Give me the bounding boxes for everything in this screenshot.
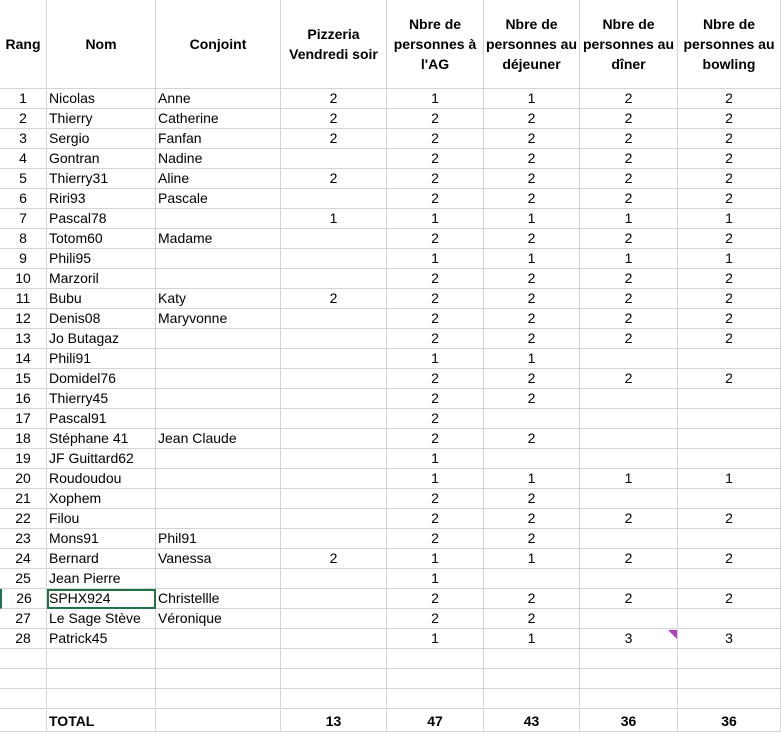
cell-pizzeria[interactable] — [281, 429, 387, 449]
empty-cell[interactable] — [580, 649, 678, 669]
cell-rang[interactable]: 21 — [0, 489, 47, 509]
cell-diner[interactable] — [580, 409, 678, 429]
cell-nom[interactable]: Gontran — [47, 149, 156, 169]
cell-ag[interactable]: 2 — [387, 589, 484, 609]
cell-nom[interactable]: Phili95 — [47, 249, 156, 269]
cell-dejeuner[interactable]: 2 — [484, 369, 580, 389]
empty-cell[interactable] — [678, 649, 781, 669]
cell-ag[interactable]: 2 — [387, 509, 484, 529]
cell-rang[interactable]: 25 — [0, 569, 47, 589]
cell-nom[interactable]: Stéphane 41 — [47, 429, 156, 449]
cell-diner[interactable]: 2 — [580, 109, 678, 129]
cell-dejeuner[interactable]: 1 — [484, 349, 580, 369]
cell-conjoint[interactable]: Katy — [156, 289, 281, 309]
header-conjoint[interactable]: Conjoint — [156, 0, 281, 89]
cell-rang[interactable]: 15 — [0, 369, 47, 389]
cell-rang[interactable]: 24 — [0, 549, 47, 569]
cell-dejeuner[interactable]: 2 — [484, 509, 580, 529]
cell-bowling[interactable] — [678, 389, 781, 409]
cell-nom[interactable]: Le Sage Stève — [47, 609, 156, 629]
cell-dejeuner[interactable] — [484, 409, 580, 429]
cell-conjoint[interactable] — [156, 329, 281, 349]
cell-dejeuner[interactable]: 2 — [484, 229, 580, 249]
empty-cell[interactable] — [484, 669, 580, 689]
empty-cell[interactable] — [156, 689, 281, 709]
cell-bowling[interactable]: 2 — [678, 329, 781, 349]
cell-dejeuner[interactable]: 2 — [484, 189, 580, 209]
cell-bowling[interactable]: 1 — [678, 469, 781, 489]
cell-diner[interactable] — [580, 449, 678, 469]
cell-dejeuner[interactable]: 2 — [484, 609, 580, 629]
cell-conjoint[interactable] — [156, 269, 281, 289]
cell-dejeuner[interactable]: 1 — [484, 549, 580, 569]
cell-bowling[interactable]: 2 — [678, 89, 781, 109]
cell-conjoint[interactable]: Maryvonne — [156, 309, 281, 329]
cell-bowling[interactable]: 2 — [678, 109, 781, 129]
cell-dejeuner[interactable]: 2 — [484, 529, 580, 549]
empty-cell[interactable] — [47, 649, 156, 669]
empty-cell[interactable] — [387, 669, 484, 689]
cell-ag[interactable]: 2 — [387, 189, 484, 209]
cell-diner[interactable]: 2 — [580, 189, 678, 209]
empty-cell[interactable] — [47, 689, 156, 709]
cell-pizzeria[interactable] — [281, 269, 387, 289]
cell-dejeuner[interactable]: 2 — [484, 389, 580, 409]
cell-conjoint[interactable]: Madame — [156, 229, 281, 249]
cell-conjoint[interactable] — [156, 569, 281, 589]
cell-dejeuner[interactable]: 2 — [484, 269, 580, 289]
cell-diner[interactable] — [580, 609, 678, 629]
empty-cell[interactable] — [580, 669, 678, 689]
cell-rang[interactable]: 26 — [0, 589, 47, 609]
empty-cell[interactable] — [484, 649, 580, 669]
cell-dejeuner[interactable]: 1 — [484, 469, 580, 489]
cell-pizzeria[interactable] — [281, 569, 387, 589]
header-rang[interactable]: Rang — [0, 0, 47, 89]
cell-rang[interactable]: 28 — [0, 629, 47, 649]
cell-conjoint[interactable] — [156, 369, 281, 389]
empty-cell[interactable] — [678, 669, 781, 689]
cell-nom[interactable]: Mons91 — [47, 529, 156, 549]
empty-cell[interactable] — [0, 669, 47, 689]
cell-diner[interactable]: 1 — [580, 209, 678, 229]
cell-nom[interactable]: Domidel76 — [47, 369, 156, 389]
cell-conjoint[interactable]: Nadine — [156, 149, 281, 169]
cell-diner[interactable]: 2 — [580, 309, 678, 329]
cell-conjoint[interactable]: Aline — [156, 169, 281, 189]
cell-bowling[interactable]: 1 — [678, 249, 781, 269]
comment-indicator-icon[interactable] — [668, 630, 677, 639]
cell-ag[interactable]: 2 — [387, 109, 484, 129]
empty-cell[interactable] — [281, 669, 387, 689]
cell-pizzeria[interactable]: 2 — [281, 129, 387, 149]
cell-nom[interactable]: Phili91 — [47, 349, 156, 369]
cell-bowling[interactable] — [678, 429, 781, 449]
header-pizzeria[interactable]: Pizzeria Vendredi soir — [281, 0, 387, 89]
cell-bowling[interactable] — [678, 529, 781, 549]
cell-ag[interactable]: 2 — [387, 129, 484, 149]
cell-bowling[interactable]: 2 — [678, 229, 781, 249]
cell-dejeuner[interactable]: 1 — [484, 629, 580, 649]
cell-diner[interactable]: 2 — [580, 289, 678, 309]
cell-rang[interactable]: 9 — [0, 249, 47, 269]
cell-dejeuner[interactable]: 1 — [484, 209, 580, 229]
cell-pizzeria[interactable] — [281, 229, 387, 249]
cell-ag[interactable]: 1 — [387, 349, 484, 369]
empty-cell[interactable] — [156, 669, 281, 689]
cell-ag[interactable]: 1 — [387, 469, 484, 489]
cell-conjoint[interactable]: Christellle — [156, 589, 281, 609]
cell-diner[interactable] — [580, 569, 678, 589]
cell-rang[interactable]: 17 — [0, 409, 47, 429]
cell-bowling[interactable]: 2 — [678, 589, 781, 609]
cell-pizzeria[interactable] — [281, 609, 387, 629]
cell-bowling[interactable]: 2 — [678, 129, 781, 149]
cell-ag[interactable]: 1 — [387, 449, 484, 469]
header-bowling[interactable]: Nbre de personnes au bowling — [678, 0, 781, 89]
cell-dejeuner[interactable]: 2 — [484, 329, 580, 349]
cell-diner[interactable] — [580, 349, 678, 369]
cell-nom[interactable]: Sergio — [47, 129, 156, 149]
cell-rang[interactable]: 5 — [0, 169, 47, 189]
cell-dejeuner[interactable] — [484, 449, 580, 469]
cell-diner[interactable]: 2 — [580, 589, 678, 609]
cell-pizzeria[interactable]: 2 — [281, 89, 387, 109]
cell-diner[interactable]: 1 — [580, 469, 678, 489]
cell-rang[interactable]: 14 — [0, 349, 47, 369]
cell-pizzeria[interactable] — [281, 589, 387, 609]
total-pizzeria[interactable]: 13 — [281, 710, 387, 732]
cell-conjoint[interactable] — [156, 389, 281, 409]
cell-pizzeria[interactable] — [281, 249, 387, 269]
cell-nom[interactable]: JF Guittard62 — [47, 449, 156, 469]
cell-diner[interactable]: 2 — [580, 329, 678, 349]
cell-conjoint[interactable] — [156, 349, 281, 369]
empty-cell[interactable] — [156, 649, 281, 669]
header-diner[interactable]: Nbre de personnes au dîner — [580, 0, 678, 89]
cell-conjoint[interactable]: Fanfan — [156, 129, 281, 149]
empty-cell[interactable] — [387, 689, 484, 709]
cell-dejeuner[interactable]: 2 — [484, 289, 580, 309]
cell-diner[interactable]: 2 — [580, 509, 678, 529]
cell-rang[interactable]: 22 — [0, 509, 47, 529]
cell-conjoint[interactable]: Anne — [156, 89, 281, 109]
cell-pizzeria[interactable]: 2 — [281, 289, 387, 309]
empty-cell[interactable] — [678, 689, 781, 709]
cell-bowling[interactable]: 2 — [678, 309, 781, 329]
cell-ag[interactable]: 1 — [387, 569, 484, 589]
cell-conjoint[interactable]: Vanessa — [156, 549, 281, 569]
cell-dejeuner[interactable]: 2 — [484, 309, 580, 329]
cell-conjoint[interactable] — [156, 249, 281, 269]
cell-diner[interactable]: 2 — [580, 169, 678, 189]
cell-ag[interactable]: 2 — [387, 409, 484, 429]
cell-dejeuner[interactable]: 1 — [484, 89, 580, 109]
cell-dejeuner[interactable]: 2 — [484, 149, 580, 169]
cell-diner[interactable]: 2 — [580, 269, 678, 289]
cell-dejeuner[interactable]: 2 — [484, 109, 580, 129]
cell-ag[interactable]: 2 — [387, 609, 484, 629]
total-rang[interactable] — [0, 710, 47, 732]
cell-bowling[interactable]: 2 — [678, 169, 781, 189]
cell-bowling[interactable]: 3 — [678, 629, 781, 649]
cell-conjoint[interactable] — [156, 509, 281, 529]
cell-ag[interactable]: 1 — [387, 209, 484, 229]
cell-bowling[interactable]: 2 — [678, 149, 781, 169]
header-nom[interactable]: Nom — [47, 0, 156, 89]
cell-bowling[interactable] — [678, 449, 781, 469]
cell-ag[interactable]: 2 — [387, 369, 484, 389]
cell-pizzeria[interactable] — [281, 489, 387, 509]
cell-ag[interactable]: 2 — [387, 169, 484, 189]
cell-rang[interactable]: 27 — [0, 609, 47, 629]
cell-pizzeria[interactable] — [281, 409, 387, 429]
cell-pizzeria[interactable] — [281, 309, 387, 329]
cell-ag[interactable]: 2 — [387, 289, 484, 309]
cell-diner[interactable] — [580, 489, 678, 509]
header-ag[interactable]: Nbre de personnes à l'AG — [387, 0, 484, 89]
cell-ag[interactable]: 1 — [387, 549, 484, 569]
cell-conjoint[interactable]: Catherine — [156, 109, 281, 129]
cell-diner[interactable]: 2 — [580, 549, 678, 569]
cell-nom[interactable]: Nicolas — [47, 89, 156, 109]
cell-conjoint[interactable]: Pascale — [156, 189, 281, 209]
cell-ag[interactable]: 2 — [387, 529, 484, 549]
cell-rang[interactable]: 19 — [0, 449, 47, 469]
cell-ag[interactable]: 2 — [387, 489, 484, 509]
cell-rang[interactable]: 4 — [0, 149, 47, 169]
cell-bowling[interactable]: 2 — [678, 549, 781, 569]
cell-rang[interactable]: 16 — [0, 389, 47, 409]
cell-nom[interactable]: Pascal91 — [47, 409, 156, 429]
empty-cell[interactable] — [580, 689, 678, 709]
cell-bowling[interactable] — [678, 489, 781, 509]
total-dejeuner[interactable]: 43 — [484, 710, 580, 732]
cell-ag[interactable]: 1 — [387, 629, 484, 649]
cell-bowling[interactable]: 2 — [678, 289, 781, 309]
cell-pizzeria[interactable] — [281, 389, 387, 409]
cell-bowling[interactable]: 2 — [678, 269, 781, 289]
cell-nom[interactable]: Roudoudou — [47, 469, 156, 489]
empty-cell[interactable] — [387, 649, 484, 669]
cell-pizzeria[interactable] — [281, 369, 387, 389]
cell-diner[interactable]: 2 — [580, 149, 678, 169]
empty-cell[interactable] — [0, 689, 47, 709]
cell-rang[interactable]: 8 — [0, 229, 47, 249]
cell-nom[interactable]: Thierry45 — [47, 389, 156, 409]
cell-ag[interactable]: 2 — [387, 309, 484, 329]
cell-dejeuner[interactable]: 2 — [484, 489, 580, 509]
cell-nom[interactable]: Patrick45 — [47, 629, 156, 649]
cell-pizzeria[interactable]: 2 — [281, 109, 387, 129]
cell-conjoint[interactable] — [156, 469, 281, 489]
cell-ag[interactable]: 1 — [387, 249, 484, 269]
cell-pizzeria[interactable] — [281, 149, 387, 169]
cell-ag[interactable]: 2 — [387, 149, 484, 169]
cell-dejeuner[interactable]: 2 — [484, 589, 580, 609]
cell-diner[interactable] — [580, 429, 678, 449]
empty-cell[interactable] — [484, 689, 580, 709]
cell-nom[interactable]: Jean Pierre — [47, 569, 156, 589]
cell-rang[interactable]: 23 — [0, 529, 47, 549]
total-diner[interactable]: 36 — [580, 710, 678, 732]
cell-nom[interactable]: Thierry — [47, 109, 156, 129]
cell-pizzeria[interactable]: 2 — [281, 549, 387, 569]
cell-rang[interactable]: 1 — [0, 89, 47, 109]
cell-dejeuner[interactable] — [484, 569, 580, 589]
cell-bowling[interactable]: 1 — [678, 209, 781, 229]
cell-pizzeria[interactable] — [281, 629, 387, 649]
cell-bowling[interactable] — [678, 409, 781, 429]
empty-cell[interactable] — [0, 649, 47, 669]
cell-pizzeria[interactable] — [281, 509, 387, 529]
cell-rang[interactable]: 3 — [0, 129, 47, 149]
cell-dejeuner[interactable]: 2 — [484, 169, 580, 189]
cell-pizzeria[interactable]: 2 — [281, 169, 387, 189]
cell-bowling[interactable] — [678, 609, 781, 629]
cell-nom[interactable]: Marzoril — [47, 269, 156, 289]
cell-diner[interactable]: 2 — [580, 89, 678, 109]
cell-conjoint[interactable]: Phil91 — [156, 529, 281, 549]
cell-bowling[interactable]: 2 — [678, 189, 781, 209]
cell-pizzeria[interactable]: 1 — [281, 209, 387, 229]
cell-pizzeria[interactable] — [281, 329, 387, 349]
cell-diner[interactable]: 2 — [580, 229, 678, 249]
cell-nom[interactable]: Thierry31 — [47, 169, 156, 189]
cell-conjoint[interactable] — [156, 629, 281, 649]
empty-cell[interactable] — [47, 669, 156, 689]
cell-nom[interactable]: Filou — [47, 509, 156, 529]
cell-bowling[interactable] — [678, 569, 781, 589]
cell-rang[interactable]: 18 — [0, 429, 47, 449]
cell-dejeuner[interactable]: 1 — [484, 249, 580, 269]
cell-ag[interactable]: 1 — [387, 89, 484, 109]
cell-rang[interactable]: 10 — [0, 269, 47, 289]
total-ag[interactable]: 47 — [387, 710, 484, 732]
cell-nom[interactable]: Totom60 — [47, 229, 156, 249]
cell-diner[interactable]: 2 — [580, 369, 678, 389]
cell-ag[interactable]: 2 — [387, 229, 484, 249]
cell-conjoint[interactable]: Jean Claude — [156, 429, 281, 449]
cell-bowling[interactable]: 2 — [678, 369, 781, 389]
cell-rang[interactable]: 6 — [0, 189, 47, 209]
cell-nom[interactable]: Xophem — [47, 489, 156, 509]
cell-rang[interactable]: 2 — [0, 109, 47, 129]
total-conjoint[interactable] — [156, 710, 281, 732]
cell-ag[interactable]: 2 — [387, 269, 484, 289]
cell-dejeuner[interactable]: 2 — [484, 429, 580, 449]
cell-ag[interactable]: 2 — [387, 429, 484, 449]
cell-ag[interactable]: 2 — [387, 389, 484, 409]
cell-diner[interactable]: 1 — [580, 249, 678, 269]
cell-bowling[interactable] — [678, 349, 781, 369]
cell-nom[interactable]: Bubu — [47, 289, 156, 309]
cell-ag[interactable]: 2 — [387, 329, 484, 349]
cell-nom[interactable]: Denis08 — [47, 309, 156, 329]
cell-nom[interactable]: Pascal78 — [47, 209, 156, 229]
cell-conjoint[interactable] — [156, 209, 281, 229]
cell-diner[interactable] — [580, 389, 678, 409]
empty-cell[interactable] — [281, 649, 387, 669]
cell-conjoint[interactable]: Véronique — [156, 609, 281, 629]
cell-pizzeria[interactable] — [281, 469, 387, 489]
cell-diner[interactable]: 2 — [580, 129, 678, 149]
cell-nom[interactable]: Riri93 — [47, 189, 156, 209]
cell-rang[interactable]: 7 — [0, 209, 47, 229]
cell-pizzeria[interactable] — [281, 449, 387, 469]
cell-dejeuner[interactable]: 2 — [484, 129, 580, 149]
cell-pizzeria[interactable] — [281, 529, 387, 549]
header-dejeuner[interactable]: Nbre de personnes au déjeuner — [484, 0, 580, 89]
selected-cell[interactable]: SPHX924 — [47, 589, 156, 609]
cell-conjoint[interactable] — [156, 449, 281, 469]
cell-bowling[interactable]: 2 — [678, 509, 781, 529]
total-bowling[interactable]: 36 — [678, 710, 781, 732]
cell-rang[interactable]: 20 — [0, 469, 47, 489]
cell-rang[interactable]: 11 — [0, 289, 47, 309]
cell-nom[interactable]: Jo Butagaz — [47, 329, 156, 349]
cell-conjoint[interactable] — [156, 409, 281, 429]
total-label[interactable]: TOTAL — [47, 710, 156, 732]
cell-rang[interactable]: 12 — [0, 309, 47, 329]
cell-diner[interactable]: 3 — [580, 629, 678, 649]
cell-pizzeria[interactable] — [281, 349, 387, 369]
cell-diner[interactable] — [580, 529, 678, 549]
cell-nom[interactable]: Bernard — [47, 549, 156, 569]
empty-cell[interactable] — [281, 689, 387, 709]
cell-conjoint[interactable] — [156, 489, 281, 509]
cell-rang[interactable]: 13 — [0, 329, 47, 349]
cell-pizzeria[interactable] — [281, 189, 387, 209]
